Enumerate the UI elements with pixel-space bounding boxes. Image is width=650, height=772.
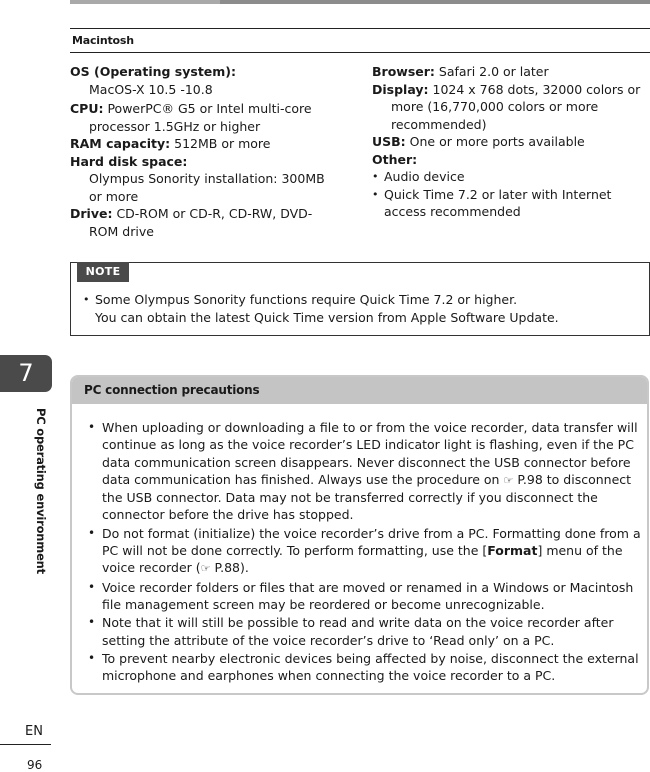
cpu-value: PowerPC® G5 or Intel multi-core processor 1.5GHz or higher [89, 101, 312, 134]
specs-right-column [372, 63, 650, 221]
usb-value: One or more ports available [409, 134, 585, 149]
other-item: • Quick Time 7.2 or later with Internet access recommended [372, 186, 650, 221]
os-spec [70, 63, 340, 81]
browser-value: Safari 2.0 or later [438, 64, 549, 79]
precaution-item: • When uploading or downloading a file to or from the voice recorder, data transfer will continue as long as the voice recorder’s LED indicator light is flashing, even if the PC data communication screen disappears. Never disconnect the USB connector before data communication has finished. Always use the procedure on ☞ P.98 to disconnect the USB connector. Data may not be transferred correctly if you disconnect the connector before the drive has stopped. [88, 419, 643, 524]
precaution-item: • To prevent nearby electronic devices being affected by noise, disconnect the external microphone and earphones when connecting the voice recorder to a PC. [88, 650, 643, 685]
cpu-spec [70, 100, 340, 135]
other-spec [372, 151, 650, 169]
ram-spec [70, 135, 340, 153]
page-number: 96 [27, 758, 43, 772]
footer-divider [0, 744, 51, 745]
usb-label: USB: [372, 134, 406, 149]
page-reference: P.98 [517, 471, 543, 487]
os-label: OS (Operating system): [70, 64, 237, 79]
hdd-spec [70, 153, 340, 171]
drive-label: Drive: [70, 206, 113, 221]
display-spec [372, 81, 650, 134]
page-reference: P.88 [214, 560, 241, 576]
hdd-label: Hard disk space: [70, 153, 188, 169]
precautions-list [88, 419, 643, 685]
specs-left-column [70, 63, 340, 240]
note-item [83, 291, 633, 327]
chapter-number-tab: 7 [0, 355, 52, 392]
display-value: 1024 x 768 dots, 32000 colors or more (16,770,000 colors or more recommended) [391, 81, 641, 132]
note-body [83, 291, 633, 327]
precaution-item: • Note that it will still be possible to read and write data on the voice recorder after setting the attribute of the voice recorder’s drive to ‘Read only’ on a PC. [88, 614, 643, 649]
os-value: MacOS-X 10.5 -10.8 [89, 81, 213, 97]
other-label: Other: [372, 151, 418, 167]
usb-spec [372, 133, 650, 151]
ram-label: RAM capacity: [70, 136, 171, 151]
browser-spec [372, 63, 650, 81]
ram-value: 512MB or more [174, 136, 271, 151]
note-line-1: • Some Olympus Sonority functions require Quick Time 7.2 or higher. [95, 292, 518, 307]
top-rule-accent [70, 0, 220, 4]
precaution-item: • Do not format (initialize) the voice recorder’s drive from a PC. Formatting done from a PC will not be done correctly. To perform formatting, use the [Format] menu of the voice recorder (☞ P.88). [88, 525, 643, 578]
section-title: Macintosh [70, 28, 650, 53]
format-menu-name: Format [487, 543, 538, 559]
drive-spec [70, 205, 340, 240]
language-code: EN [25, 724, 43, 739]
precautions-title: PC connection precautions [72, 377, 647, 404]
cpu-label: CPU: [70, 101, 104, 116]
pointing-hand-icon: ☞ [200, 562, 211, 576]
precautions-box [70, 375, 649, 695]
note-box [70, 262, 650, 336]
other-item: • Audio device [372, 168, 650, 186]
browser-label: Browser: [372, 64, 435, 79]
chapter-label-text: PC operating environment [34, 408, 48, 574]
drive-value: CD-ROM or CD-R, CD-RW, DVD-ROM drive [89, 206, 313, 239]
pointing-hand-icon: ☞ [503, 473, 514, 487]
note-line-2: You can obtain the latest Quick Time version from Apple Software Update. [95, 310, 559, 325]
note-badge: NOTE [77, 262, 129, 282]
chapter-label [31, 408, 51, 574]
hdd-value: Olympus Sonority installation: 300MB or more [89, 171, 325, 204]
display-label: Display: [372, 81, 429, 97]
precaution-item: • Voice recorder folders or files that are moved or renamed in a Windows or Macintosh file management screen may be reordered or become unrecognizable. [88, 579, 643, 614]
